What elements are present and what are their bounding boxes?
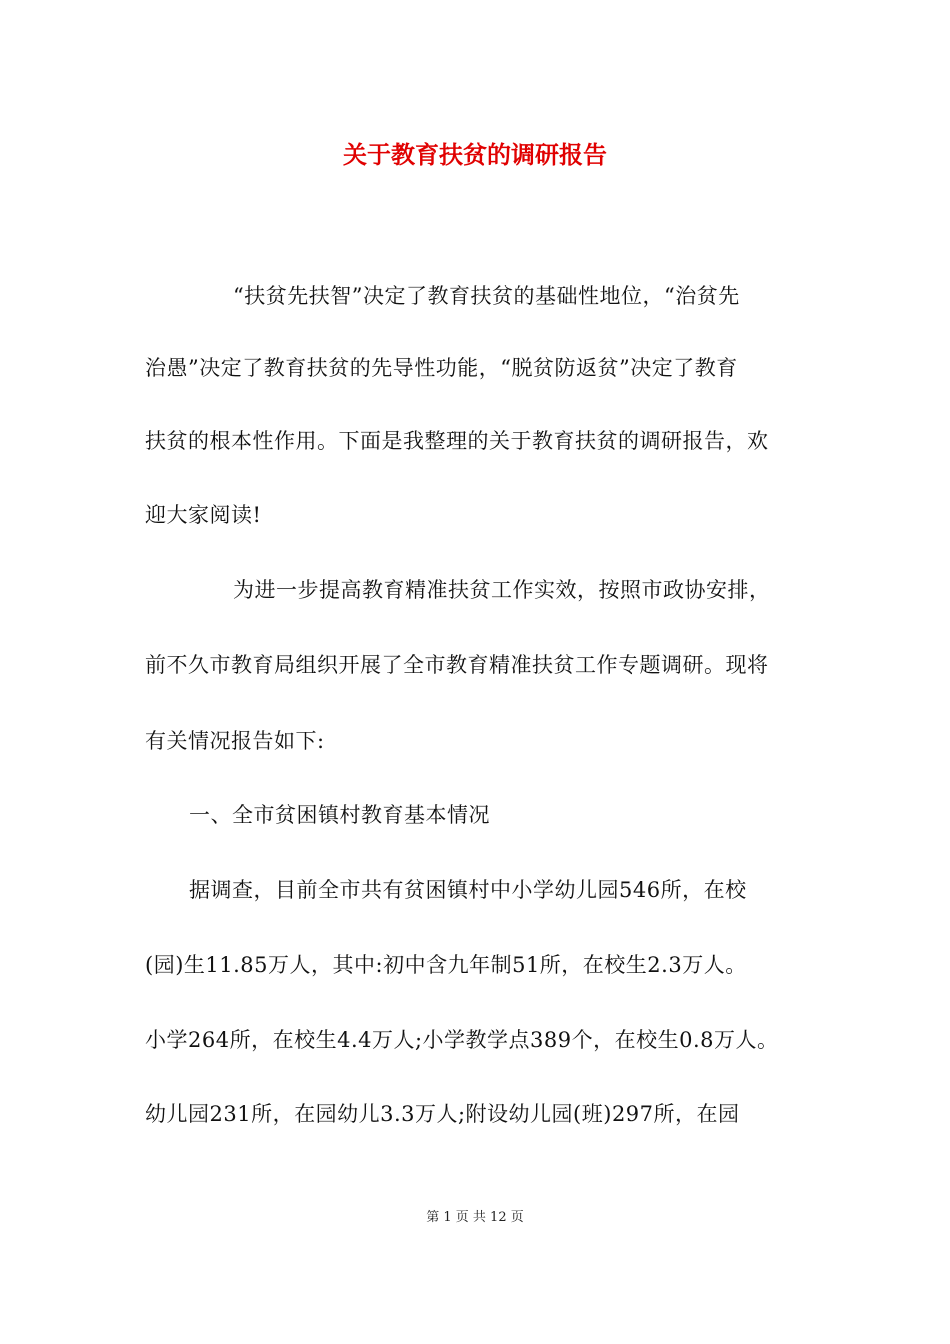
paragraph-line: “扶贫先扶智”决定了教育扶贫的基础性地位，“治贫先 — [233, 284, 740, 308]
section-heading: 一、全市贫困镇村教育基本情况 — [189, 803, 490, 827]
page-number-footer: 第 1 页 共 12 页 — [426, 1210, 524, 1225]
paragraph-line: 扶贫的根本性作用。下面是我整理的关于教育扶贫的调研报告，欢 — [145, 429, 769, 453]
paragraph-line: 前不久市教育局组织开展了全市教育精准扶贫工作专题调研。现将 — [145, 653, 769, 677]
paragraph-line: 为进一步提高教育精准扶贫工作实效，按照市政协安排， — [233, 578, 771, 602]
paragraph-line: 迎大家阅读! — [145, 503, 262, 527]
paragraph-line: 有关情况报告如下: — [145, 729, 325, 753]
paragraph-line: 幼儿园231所，在园幼儿3.3万人;附设幼儿园(班)297所，在园 — [145, 1102, 740, 1126]
document-title: 关于教育扶贫的调研报告 — [343, 141, 607, 169]
paragraph-line: 小学264所，在校生4.4万人;小学教学点389个，在校生0.8万人。 — [145, 1028, 779, 1052]
paragraph-line: 治愚”决定了教育扶贫的先导性功能，“脱贫防返贫”决定了教育 — [145, 356, 738, 380]
paragraph-line: 据调查，目前全市共有贫困镇村中小学幼儿园546所，在校 — [189, 878, 747, 902]
paragraph-line: (园)生11.85万人，其中:初中含九年制51所，在校生2.3万人。 — [145, 953, 747, 977]
